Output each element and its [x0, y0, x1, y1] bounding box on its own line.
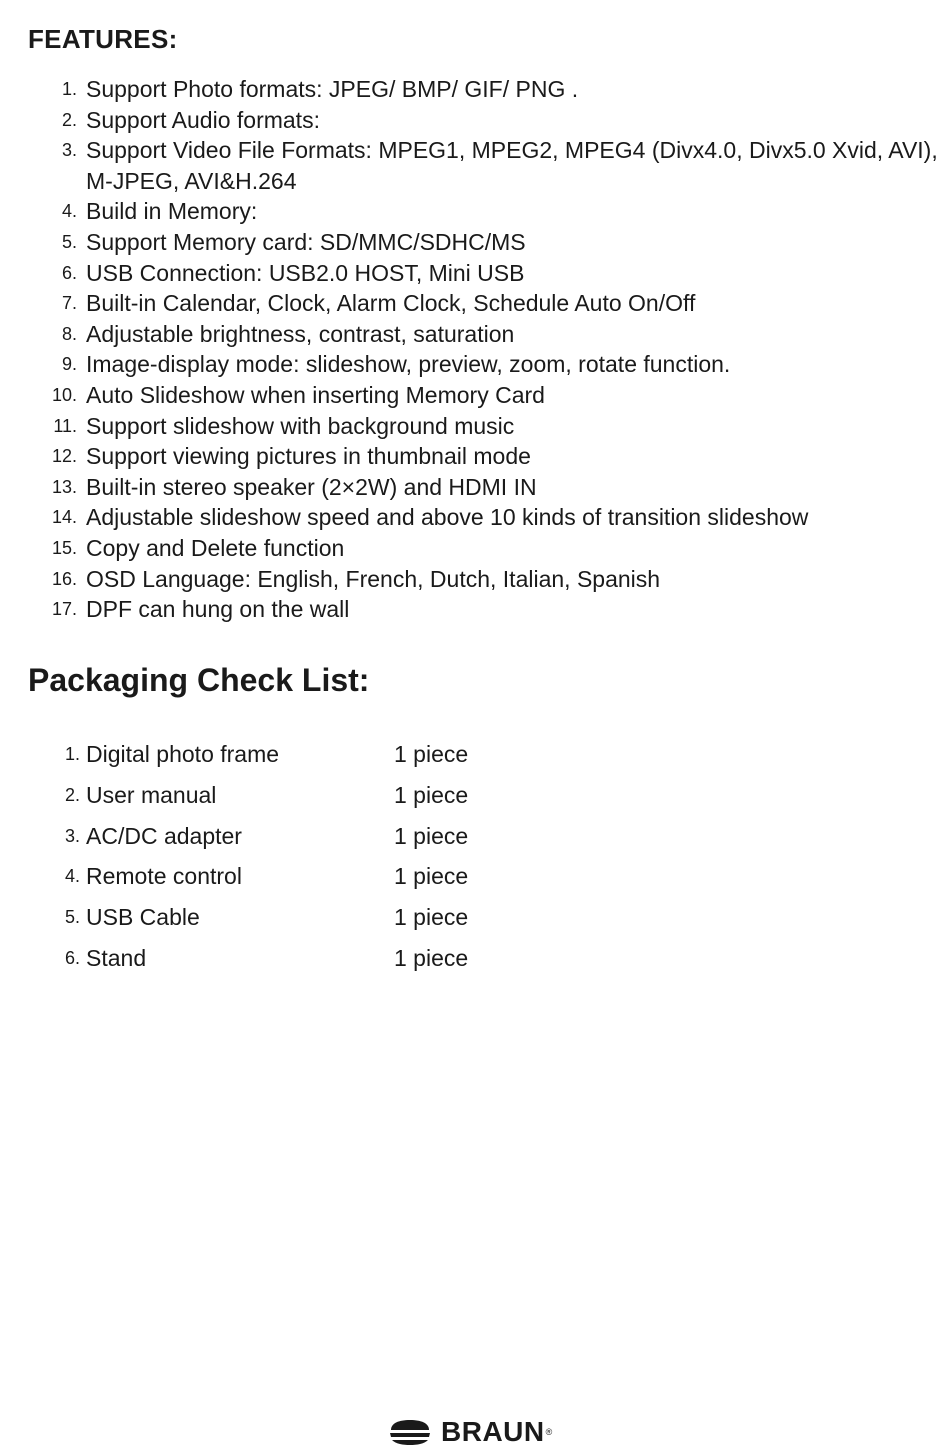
packaging-heading: Packaging Check List: — [28, 662, 370, 698]
item-number: 15. — [51, 537, 77, 558]
item-text: Support Audio formats: — [86, 106, 320, 133]
list-item — [0, 196, 940, 227]
item-text: USB Connection: USB2.0 HOST, Mini USB — [86, 259, 525, 286]
item-name: Digital photo frame — [86, 741, 280, 767]
features-list — [0, 74, 940, 625]
item-number: 9. — [61, 354, 77, 375]
item-number: 14. — [51, 507, 77, 528]
item-number: 1. — [61, 79, 77, 99]
item-number: 16. — [51, 568, 77, 589]
item-text: Auto Slideshow when inserting Memory Card — [86, 381, 545, 408]
item-number: 4. — [64, 866, 80, 887]
list-item — [0, 258, 940, 289]
item-text: DPF can hung on the wall — [86, 596, 350, 623]
item-number: 5. — [64, 907, 80, 928]
item-number: 17. — [51, 599, 77, 620]
list-item — [0, 533, 940, 564]
item-name: User manual — [86, 781, 217, 808]
item-text: Support viewing pictures in thumbnail mode — [86, 443, 531, 470]
item-number: 6. — [64, 947, 80, 968]
list-item — [0, 349, 940, 380]
list-item — [0, 564, 940, 595]
item-number: 12. — [51, 446, 77, 467]
item-text: Adjustable slideshow speed and above 10 kinds of transition slideshow — [86, 504, 809, 531]
item-text: Support Video File Formats: MPEG1, MPEG2, MPEG4 (Divx4.0, Divx5.0 Xvid, AVI), M-JPEG, AVI&H.264 — [86, 137, 938, 194]
list-item — [0, 411, 940, 442]
item-text: Adjustable brightness, contrast, saturation — [86, 320, 515, 347]
list-item — [0, 105, 940, 136]
item-text: Built-in Calendar, Clock, Alarm Clock, Schedule Auto On/Off — [86, 290, 696, 317]
item-name: AC/DC adapter — [86, 822, 242, 849]
item-name: USB Cable — [86, 904, 200, 931]
item-number: 1. — [64, 744, 80, 764]
item-number: 3. — [64, 825, 80, 846]
braun-logo-icon — [387, 1418, 433, 1446]
registered-mark: ® — [545, 1427, 553, 1437]
item-name: Stand — [86, 944, 147, 971]
item-text: Build in Memory: — [86, 198, 258, 225]
item-quantity: 1 piece — [394, 944, 469, 971]
list-item — [0, 441, 940, 472]
item-number: 13. — [51, 476, 77, 497]
item-quantity: 1 piece — [394, 904, 469, 931]
list-item — [0, 472, 940, 503]
list-item — [0, 319, 940, 350]
item-number: 7. — [61, 293, 77, 314]
list-item — [0, 227, 940, 258]
item-quantity: 1 piece — [394, 781, 469, 808]
item-number: 4. — [61, 201, 77, 222]
item-number: 3. — [61, 140, 77, 161]
item-number: 2. — [64, 784, 80, 805]
item-number: 2. — [61, 109, 77, 130]
item-number: 10. — [51, 384, 77, 405]
item-quantity: 1 piece — [394, 741, 469, 767]
list-item — [0, 594, 940, 625]
item-text: Built-in stereo speaker (2×2W) and HDMI IN — [86, 473, 537, 500]
item-quantity: 1 piece — [394, 822, 469, 849]
list-item — [0, 74, 940, 105]
list-item — [0, 502, 940, 533]
item-number: 6. — [61, 262, 77, 283]
item-text: Copy and Delete function — [86, 534, 345, 561]
item-number: 11. — [53, 415, 77, 436]
list-item — [0, 288, 940, 319]
braun-logo — [387, 1415, 552, 1449]
item-text: OSD Language: English, French, Dutch, Italian, Spanish — [86, 565, 661, 592]
item-text: Image-display mode: slideshow, preview, zoom, rotate function. — [86, 351, 731, 378]
item-text: Support slideshow with background music — [86, 412, 515, 439]
item-text: Support Photo formats: JPEG/ BMP/ GIF/ PNG . — [86, 76, 579, 102]
list-item — [0, 135, 940, 196]
list-item — [0, 380, 940, 411]
item-text: Support Memory card: SD/MMC/SDHC/MS — [86, 228, 526, 255]
item-number: 5. — [61, 231, 77, 252]
features-heading: FEATURES: — [28, 24, 178, 54]
item-name: Remote control — [86, 863, 242, 890]
item-quantity: 1 piece — [394, 863, 469, 890]
brand-name: BRAUN — [441, 1416, 545, 1447]
item-number: 8. — [61, 323, 77, 344]
